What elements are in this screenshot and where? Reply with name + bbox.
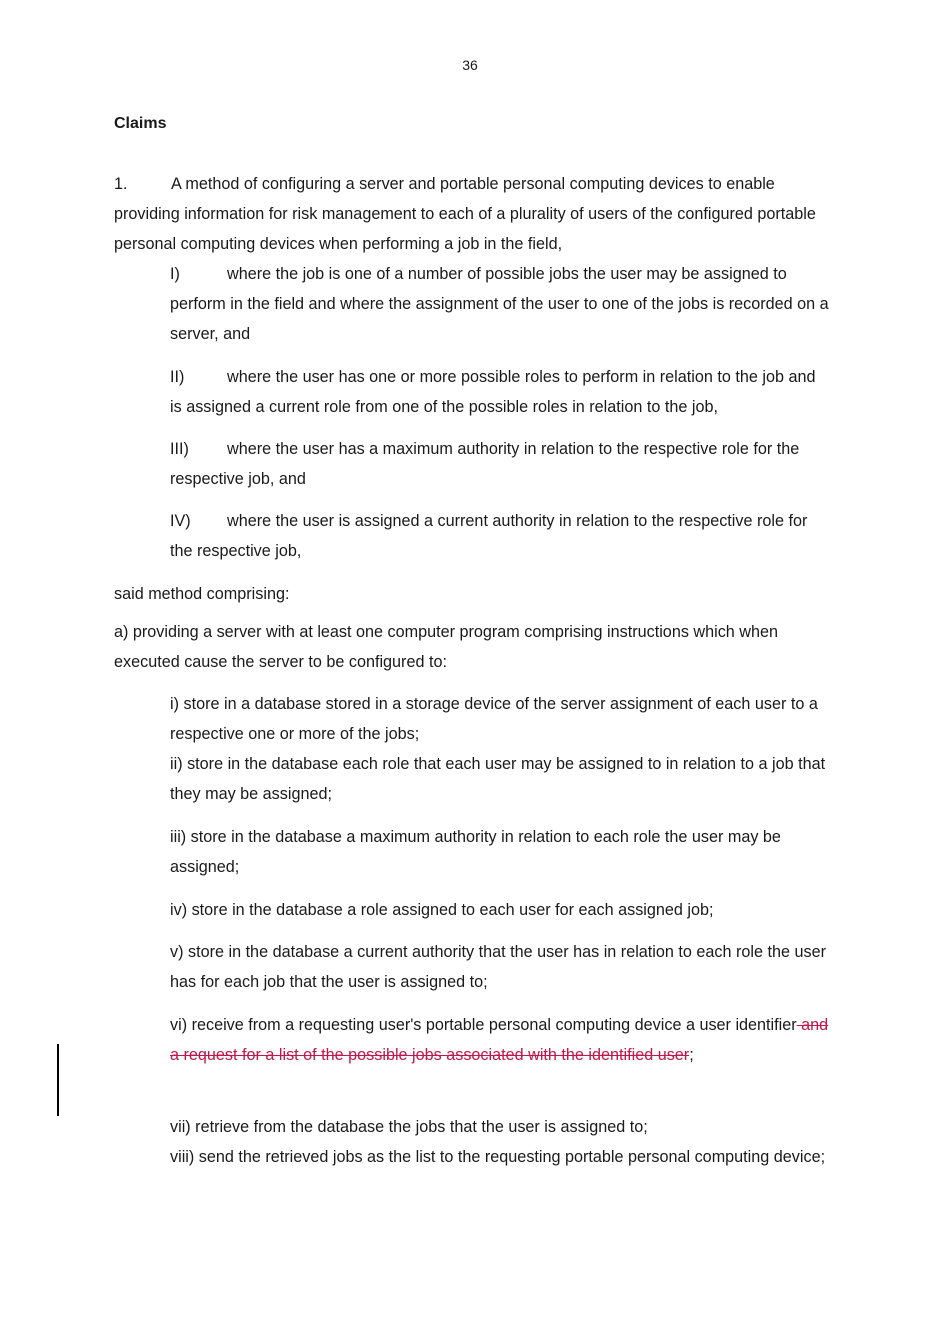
substep-iv: iv) store in the database a role assigned to each user for each assigned job; bbox=[170, 901, 714, 919]
substep-vi bbox=[170, 1010, 830, 1070]
claims-heading: Claims bbox=[114, 115, 167, 132]
page-number: 36 bbox=[462, 57, 478, 73]
condition-label: III) bbox=[170, 440, 189, 458]
claim-number: 1. bbox=[114, 175, 128, 193]
condition-text: where the user has a maximum authority in relation to the respective role for the respective job, and bbox=[170, 440, 800, 488]
substep-vi-end: ; bbox=[689, 1046, 694, 1064]
condition-text: where the job is one of a number of possible jobs the user may be assigned to perform in the field and where the assignment of the user to one of the jobs is recorded on a server, and bbox=[170, 265, 829, 343]
deleted-text: and a request for a list of the possible jobs associated with the identified user bbox=[170, 1016, 829, 1064]
substep-i: i) store in a database stored in a storage device of the server assignment of each user to a respective one or more of the jobs; bbox=[170, 695, 818, 743]
substep-ii: ii) store in the database each role that each user may be assigned to in relation to a job that they may be assigned; bbox=[170, 755, 826, 803]
substep-vii: vii) retrieve from the database the jobs that the user is assigned to; bbox=[170, 1118, 648, 1136]
condition-i bbox=[170, 259, 830, 349]
substep-vi-text: vi) receive from a requesting user's portable personal computing device a user identifier bbox=[170, 1016, 797, 1034]
claim-1-text: A method of configuring a server and portable personal computing devices to enable providing information for risk management to each of a plurality of users of the configured portable personal computing devices when performing a job in the field, bbox=[114, 175, 816, 253]
condition-ii bbox=[170, 362, 830, 422]
condition-iii bbox=[170, 434, 830, 494]
revision-change-bar bbox=[57, 1044, 59, 1116]
substep-iii: iii) store in the database a maximum authority in relation to each role the user may be assigned; bbox=[170, 828, 781, 876]
condition-label: II) bbox=[170, 368, 185, 386]
substep-viii: viii) send the retrieved jobs as the list to the requesting portable personal computing device; bbox=[170, 1148, 826, 1166]
condition-text: where the user has one or more possible roles to perform in relation to the job and is assigned a current role from one of the possible roles in relation to the job, bbox=[170, 368, 816, 416]
condition-label: I) bbox=[170, 265, 180, 283]
condition-label: IV) bbox=[170, 512, 191, 530]
substep-v: v) store in the database a current authority that the user has in relation to each role the user has for each job that the user is assigned to; bbox=[170, 943, 826, 991]
method-intro: said method comprising: bbox=[114, 585, 290, 603]
step-a: a) providing a server with at least one computer program comprising instructions which when executed cause the server to be configured to: bbox=[114, 623, 778, 671]
condition-text: where the user is assigned a current authority in relation to the respective role for the respective job, bbox=[170, 512, 808, 560]
condition-iv bbox=[170, 506, 830, 566]
claim-1 bbox=[114, 169, 830, 259]
